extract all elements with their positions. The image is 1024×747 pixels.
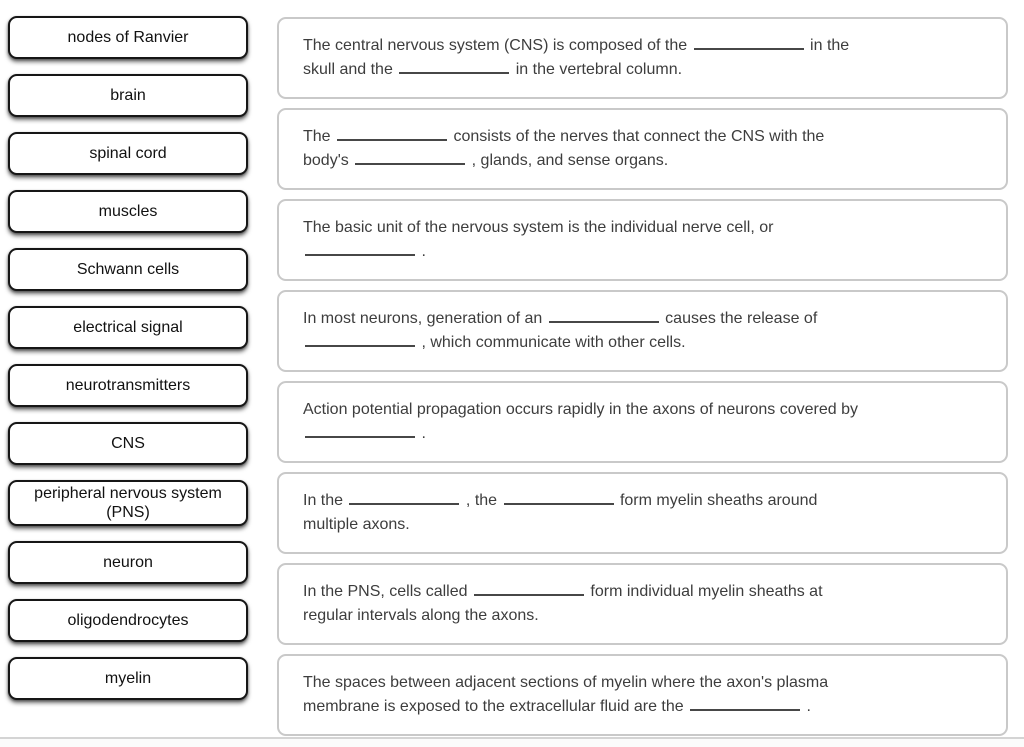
word-chip-label: Schwann cells	[76, 261, 180, 278]
question-box	[277, 290, 1008, 372]
question-text: Action potential propagation occurs rapidly in the axons of neurons covered by .	[303, 401, 859, 442]
word-chip-label: spinal cord	[89, 145, 167, 162]
question-text: The consists of the nerves that connect the CNS with the body's , glands, and sense organs.	[303, 125, 982, 173]
question-text: In most neurons, generation of an causes the release of , which communicate with other cells.	[303, 307, 982, 355]
word-chip-label: nodes of Ranvier	[67, 29, 189, 46]
question-box	[277, 654, 1008, 736]
word-chip[interactable]	[8, 74, 248, 117]
word-chip-label: muscles	[98, 203, 158, 220]
word-chip[interactable]	[8, 16, 248, 59]
question-box	[277, 472, 1008, 554]
question-text: The central nervous system (CNS) is composed of the in the skull and the in the vertebral column.	[303, 34, 982, 82]
blank-slot[interactable]	[549, 307, 659, 323]
question-text: In the , the form myelin sheaths around multiple axons.	[303, 489, 982, 537]
word-chip-label: neuron	[103, 554, 153, 571]
word-chip[interactable]	[8, 248, 248, 291]
question-box	[277, 108, 1008, 190]
word-chip[interactable]	[8, 599, 248, 642]
blank-slot[interactable]	[305, 422, 415, 438]
next-section-edge	[0, 739, 1024, 747]
word-chip-label: CNS	[111, 435, 145, 452]
word-chip[interactable]	[8, 657, 248, 700]
blank-slot[interactable]	[355, 149, 465, 165]
questions-column	[277, 17, 1008, 745]
word-chip[interactable]	[8, 364, 248, 407]
question-text: In the PNS, cells called form individual myelin sheaths at regular intervals along the axons.	[303, 580, 982, 628]
word-chip-label: brain	[110, 87, 146, 104]
word-chip-label: peripheral nervous system (PNS)	[34, 485, 222, 521]
word-bank	[8, 16, 248, 715]
word-chip[interactable]	[8, 306, 248, 349]
word-chip-label: myelin	[104, 670, 152, 687]
blank-slot[interactable]	[337, 125, 447, 141]
blank-slot[interactable]	[399, 58, 509, 74]
word-chip[interactable]	[8, 132, 248, 175]
question-box	[277, 199, 1008, 281]
blank-slot[interactable]	[690, 695, 800, 711]
question-box	[277, 17, 1008, 99]
word-chip[interactable]	[8, 190, 248, 233]
blank-slot[interactable]	[305, 240, 415, 256]
blank-slot[interactable]	[694, 34, 804, 50]
question-text: The spaces between adjacent sections of myelin where the axon's plasma membrane is exposed to the extracellular fluid are the .	[303, 674, 829, 715]
word-chip-label: electrical signal	[73, 319, 183, 336]
blank-slot[interactable]	[305, 331, 415, 347]
word-chip[interactable]	[8, 422, 248, 465]
blank-slot[interactable]	[349, 489, 459, 505]
blank-slot[interactable]	[474, 580, 584, 596]
question-text: The basic unit of the nervous system is the individual nerve cell, or .	[303, 219, 774, 260]
word-chip-label: neurotransmitters	[65, 377, 191, 394]
question-box	[277, 381, 1008, 463]
question-box	[277, 563, 1008, 645]
word-chip[interactable]	[8, 480, 248, 526]
word-chip-label: oligodendrocytes	[67, 612, 189, 629]
blank-slot[interactable]	[504, 489, 614, 505]
word-chip[interactable]	[8, 541, 248, 584]
